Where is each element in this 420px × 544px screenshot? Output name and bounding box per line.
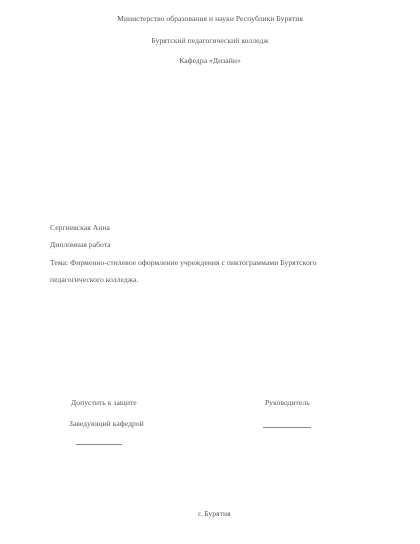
topic-line-2: педагогического колледжа. (50, 275, 139, 284)
ministry-heading: Министерство образования и науки Республики Бурятия (117, 14, 303, 23)
head-of-department-label: Заведующий кафедрой (69, 419, 144, 428)
admit-label: Допустить к защите (71, 398, 137, 407)
city-year: г. Бурятия (198, 509, 231, 518)
head-signature-line (76, 444, 122, 445)
supervisor-label: Руководитель (265, 398, 310, 407)
supervisor-signature-line (263, 427, 311, 428)
department-heading: Кафедра «Дизайн» (179, 56, 241, 65)
college-heading: Бурятский педагогический колледж (151, 36, 269, 45)
work-type: Дипломная работа (50, 240, 111, 249)
student-name: Сергиевская Анна (50, 223, 110, 232)
topic-line-1: Тема: Фирменно-стилевое оформление учреждения с пиктограммами Бурятского (50, 258, 317, 267)
